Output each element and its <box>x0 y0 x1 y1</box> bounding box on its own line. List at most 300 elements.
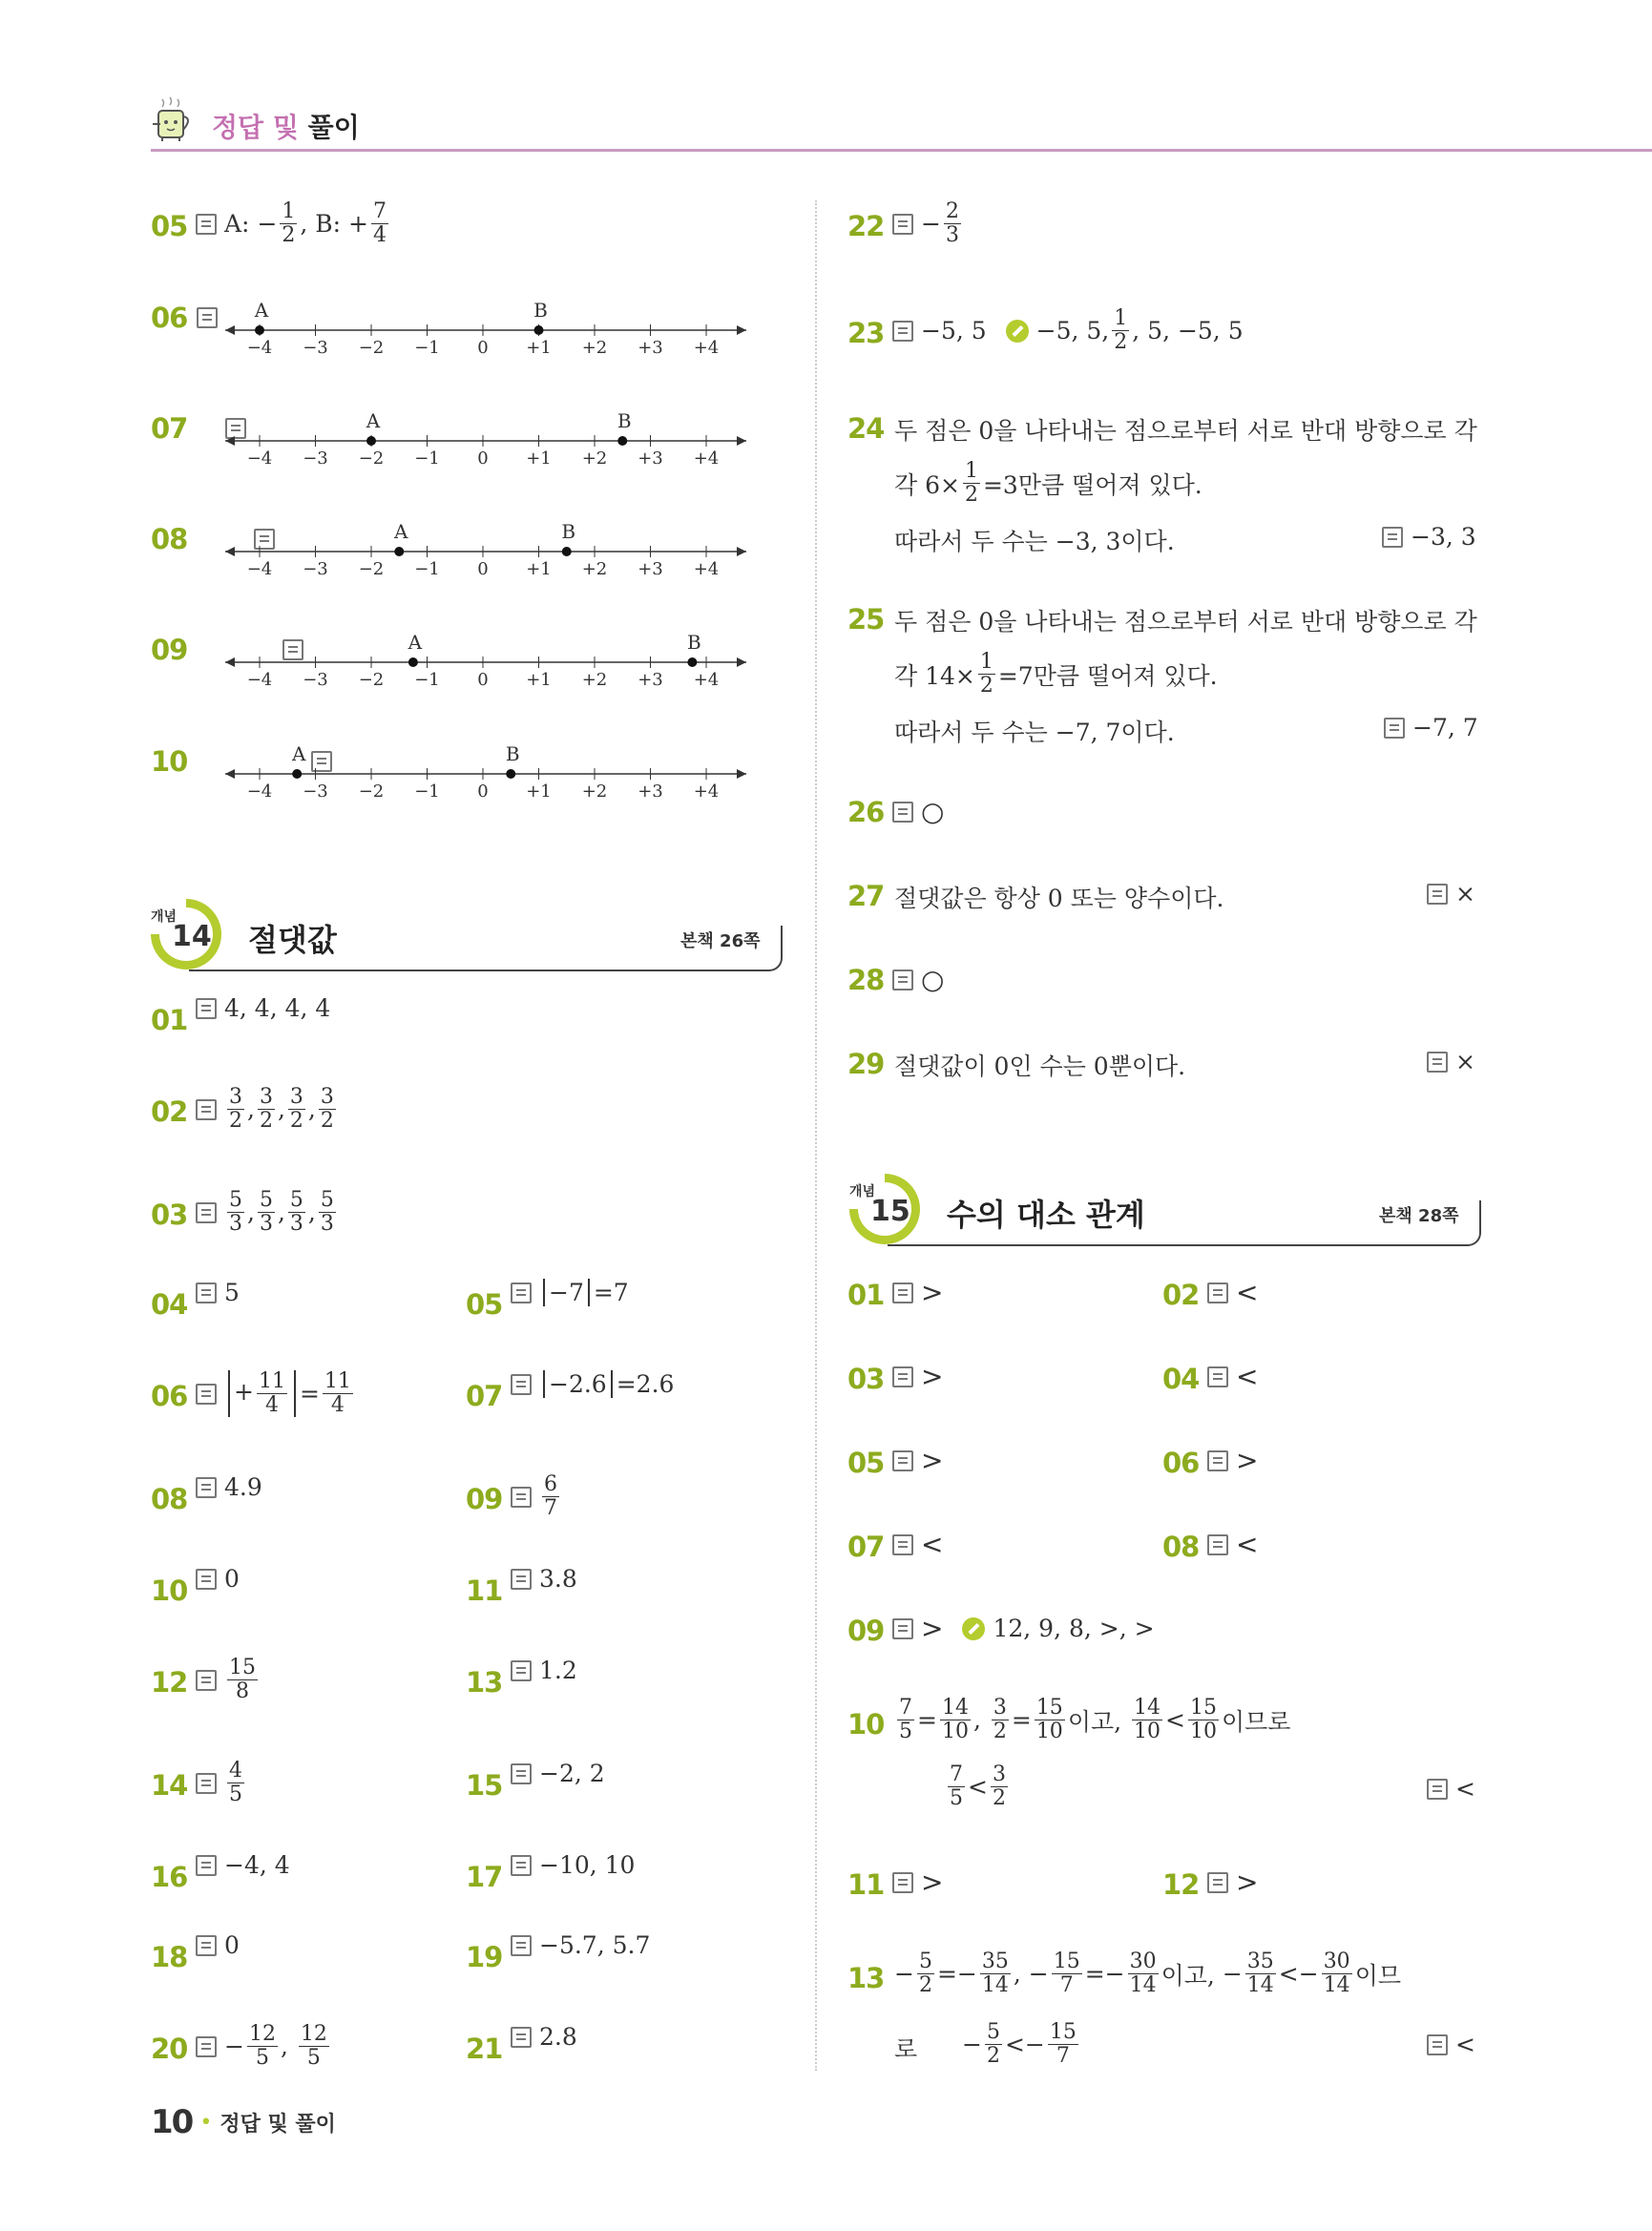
answer-text: −10, 10 <box>539 1851 636 1879</box>
fraction <box>1035 1697 1065 1743</box>
numerator: 3 <box>320 1085 334 1109</box>
tick-label: −3 <box>303 670 328 690</box>
answer-icon <box>197 307 218 328</box>
tick-label: −3 <box>303 782 328 802</box>
solution-line <box>945 1763 1011 1810</box>
numerator: 11 <box>324 1369 351 1393</box>
solution-line: 따라서 두 수는 −7, 7이다. <box>894 719 1175 746</box>
answer-icon <box>1427 1052 1448 1073</box>
answer <box>892 307 1244 354</box>
solution-line: 절댓값은 항상 0 또는 양수이다. <box>894 885 1224 912</box>
fraction <box>1048 2021 1078 2068</box>
answer-icon <box>196 1202 217 1223</box>
denominator: 5 <box>306 2046 321 2071</box>
numerator: 5 <box>289 1188 303 1212</box>
fraction <box>258 1189 275 1236</box>
answer: $\frac{3}{2}$ , $\frac{3}{2}$ , $\frac{3}{2}$ , $\frac{3}{2}$ <box>196 1086 339 1133</box>
concept-label: 개념 <box>151 909 178 925</box>
answer-icon <box>511 1374 532 1395</box>
answer <box>511 1279 629 1306</box>
a-label: A: <box>224 210 250 239</box>
op: = <box>299 1380 320 1408</box>
answer-text: > <box>921 1613 944 1644</box>
numerator: 7 <box>899 1696 912 1720</box>
concept-ref: 본책 26쪽 <box>680 931 761 951</box>
q-number: 09 <box>151 634 188 666</box>
fraction <box>940 1697 971 1743</box>
concept-number: 14 <box>172 920 212 953</box>
answer <box>196 1931 240 1959</box>
answer <box>196 1473 262 1501</box>
answer-icon <box>1427 1779 1448 1800</box>
tick-label: +2 <box>581 670 608 690</box>
answer-text: −5, 5 <box>921 317 987 345</box>
number-line <box>220 730 754 806</box>
fraction <box>1112 307 1129 354</box>
solution-text: =7만큼 떨어져 있다. <box>997 661 1218 690</box>
pencil-icon <box>962 1617 985 1640</box>
op: =− <box>936 1960 977 1989</box>
op: < <box>968 1773 988 1802</box>
q-number: 24 <box>847 412 885 445</box>
answer-icon <box>1427 2034 1448 2055</box>
answer-text: −5.7, 5.7 <box>539 1931 651 1959</box>
numerator: 14 <box>941 1696 969 1720</box>
solution-text: 각 6× <box>894 470 960 499</box>
answer <box>196 1279 240 1306</box>
answer-icon <box>1207 1282 1228 1303</box>
answer <box>892 200 964 247</box>
denominator: 2 <box>259 1109 273 1134</box>
sign: − <box>921 210 941 239</box>
point-a <box>408 657 418 667</box>
answer-text: ○ <box>921 796 945 827</box>
answer: $\frac{5}{3}$ , $\frac{5}{3}$ , $\frac{5}{3}$ , $\frac{5}{3}$ <box>196 1189 339 1236</box>
concept-frame <box>888 1172 1481 1246</box>
answer-icon <box>1207 1872 1228 1893</box>
q-number: 11 <box>466 1574 503 1607</box>
tick-label: +4 <box>693 448 720 469</box>
answer <box>1207 1361 1258 1392</box>
a-sign: − <box>257 210 278 239</box>
answer-icon <box>511 1763 532 1784</box>
concept-14-box <box>151 897 783 973</box>
answer-icon <box>1384 718 1405 739</box>
numerator: 5 <box>320 1188 334 1212</box>
answer-icon <box>196 1282 217 1303</box>
q-number: 26 <box>847 796 885 828</box>
fraction <box>280 200 297 247</box>
header-rule <box>151 149 1652 152</box>
tick-label: +4 <box>693 670 720 690</box>
op: − <box>1222 1960 1243 1989</box>
denominator: 2 <box>229 1109 242 1134</box>
answer <box>1382 523 1476 551</box>
q-number: 08 <box>151 523 188 555</box>
answer-icon <box>196 1670 217 1691</box>
tick-label: −1 <box>414 338 440 358</box>
q-number: 13 <box>466 1666 503 1699</box>
numerator: 6 <box>544 1472 557 1496</box>
fraction <box>319 1189 336 1236</box>
fraction <box>1128 1950 1159 1997</box>
abs-value: −7 <box>543 1279 590 1306</box>
answer-text: × <box>1455 880 1475 907</box>
answer <box>511 1760 605 1787</box>
denominator: 3 <box>289 1212 303 1237</box>
answer-icon <box>892 321 913 342</box>
concept-number: 15 <box>870 1195 910 1228</box>
numerator: 1 <box>979 650 993 674</box>
numerator: 30 <box>1129 1950 1157 1973</box>
point-b <box>687 657 697 667</box>
numerator: 11 <box>258 1369 285 1393</box>
fraction <box>980 1950 1011 1997</box>
numerator: 12 <box>300 2022 327 2046</box>
answer <box>892 1529 943 1560</box>
answer <box>196 200 391 247</box>
tick-label: +4 <box>693 782 720 802</box>
answer-icon <box>511 2027 532 2048</box>
q-number: 23 <box>847 317 885 349</box>
tick-label: +1 <box>526 559 552 579</box>
tick-label: +2 <box>581 782 608 802</box>
point-b <box>534 325 544 335</box>
answer <box>196 1657 261 1703</box>
tick-label: −4 <box>246 670 273 690</box>
comma: , <box>1013 1960 1021 1989</box>
tick-label: +4 <box>693 338 720 358</box>
op: =− <box>1084 1960 1125 1989</box>
answer-text: 3.8 <box>539 1565 577 1593</box>
denominator: 7 <box>544 1496 557 1521</box>
answer <box>196 994 330 1022</box>
q-number: 21 <box>466 2033 503 2065</box>
axis-arrow <box>737 657 746 667</box>
fraction <box>1245 1950 1276 1997</box>
tick-label: 0 <box>477 448 489 469</box>
q-number: 13 <box>847 1962 885 1994</box>
abs-value: −2.6 <box>543 1370 613 1398</box>
answer-text: > <box>921 1866 944 1898</box>
fraction <box>542 1473 559 1520</box>
number-line <box>220 618 754 695</box>
q-number: 20 <box>151 2033 188 2065</box>
numerator: 1 <box>282 199 296 223</box>
answer-icon <box>892 1872 913 1893</box>
answer-icon <box>892 1282 913 1303</box>
number-line <box>220 397 754 473</box>
fraction <box>897 1697 914 1743</box>
q-number: 12 <box>1162 1868 1200 1901</box>
solution-text: 이고, <box>1161 1961 1215 1990</box>
answer-text: < <box>1236 1277 1259 1308</box>
answer-icon <box>1427 884 1448 905</box>
tick-label: −3 <box>303 448 328 469</box>
tick-label: +4 <box>693 559 720 579</box>
q-number: 08 <box>151 1483 188 1515</box>
q-number: 14 <box>151 1769 188 1802</box>
number-line <box>220 508 754 584</box>
answer <box>511 1370 674 1398</box>
answer <box>511 1657 577 1684</box>
numerator: 12 <box>248 2022 276 2046</box>
denominator: 2 <box>964 483 978 508</box>
point-label: A <box>394 520 408 543</box>
fraction <box>917 1950 934 1997</box>
header-title-a: 정답 <box>212 112 264 143</box>
answer-text: −4, 4 <box>224 1851 290 1879</box>
tick-label: +1 <box>526 670 552 690</box>
q-number: 12 <box>151 1666 188 1699</box>
denominator: 2 <box>320 1109 334 1134</box>
q-number: 28 <box>847 964 885 996</box>
denominator: 3 <box>229 1212 242 1237</box>
tick-label: +1 <box>526 782 552 802</box>
answer <box>892 1277 943 1308</box>
tick-label: +2 <box>581 559 608 579</box>
header-title-c: 풀이 <box>307 112 360 143</box>
tick-label: +1 <box>526 448 552 469</box>
numerator: 5 <box>986 2020 1000 2044</box>
fraction <box>1188 1697 1219 1743</box>
denominator: 5 <box>229 1783 242 1807</box>
fraction <box>991 1763 1008 1810</box>
denominator: 2 <box>289 1109 303 1134</box>
q-number: 07 <box>151 412 188 445</box>
fraction <box>371 200 388 247</box>
header-mascot-icon <box>151 95 195 143</box>
tick-label: −2 <box>358 338 385 358</box>
fraction <box>963 460 980 507</box>
solution-line <box>894 1697 1290 1743</box>
numerator: 35 <box>981 1950 1009 1973</box>
op: <− <box>1004 2031 1045 2059</box>
axis-arrow <box>737 325 746 335</box>
q-number: 16 <box>151 1861 188 1893</box>
tick-label: 0 <box>477 559 489 579</box>
tick-label: 0 <box>477 670 489 690</box>
op: − <box>962 2031 982 2059</box>
answer-icon <box>892 970 913 990</box>
q-number: 03 <box>847 1363 885 1395</box>
solution-line <box>894 460 1202 507</box>
answer <box>511 1851 635 1879</box>
numerator: 14 <box>1134 1696 1161 1720</box>
op: <− <box>1278 1960 1319 1989</box>
answer-text: 5 <box>224 1279 240 1306</box>
denominator: 3 <box>320 1212 334 1237</box>
answer <box>511 1565 577 1593</box>
numerator: 5 <box>259 1188 273 1212</box>
point-a <box>366 436 376 446</box>
answer-icon <box>892 1618 913 1639</box>
tick-label: −1 <box>414 782 440 802</box>
sign: − <box>224 2033 244 2061</box>
q-number: 05 <box>466 1288 503 1321</box>
denominator: 4 <box>330 1393 345 1418</box>
tick-label: −4 <box>246 338 273 358</box>
answer-icon <box>1207 1450 1228 1471</box>
page-number: 10 <box>151 2103 193 2141</box>
point-label: A <box>291 742 306 765</box>
numerator: 15 <box>229 1656 256 1679</box>
numerator: 30 <box>1323 1950 1350 1973</box>
solution-text: =3만큼 떨어져 있다. <box>982 470 1202 499</box>
denominator: 14 <box>1129 1973 1157 1998</box>
numerator: 15 <box>1035 1696 1063 1720</box>
answer-icon <box>892 1450 913 1471</box>
numerator: 3 <box>993 1696 1007 1720</box>
answer-text: < <box>1236 1361 1259 1392</box>
concept-ref: 본책 28쪽 <box>1379 1206 1459 1226</box>
answer-text: =2.6 <box>616 1370 675 1398</box>
point-b <box>617 436 627 446</box>
q-number: 25 <box>847 603 885 636</box>
fraction <box>258 1086 275 1133</box>
numerator: 7 <box>950 1762 963 1786</box>
tick-label: −4 <box>246 559 273 579</box>
number-line <box>220 286 754 363</box>
answer-text: < <box>1455 1775 1475 1803</box>
answer-icon <box>511 1569 532 1590</box>
answer-icon <box>511 1855 532 1876</box>
answer <box>892 796 944 827</box>
solution-text: 이므로 <box>1221 1707 1291 1736</box>
answer <box>1207 1866 1258 1898</box>
q-number: 15 <box>466 1769 503 1802</box>
answer-text: −3, 3 <box>1411 523 1476 551</box>
answer-text: × <box>1455 1048 1475 1075</box>
fraction <box>992 1697 1009 1743</box>
answer <box>892 1445 943 1476</box>
answer-text: 4.9 <box>224 1473 262 1501</box>
answer-text: > <box>921 1361 944 1392</box>
axis-arrow <box>225 769 235 779</box>
solution-text: 이고, <box>1067 1707 1122 1736</box>
tick-label: +3 <box>638 670 663 690</box>
solution-line: 절댓값이 0인 수는 0뿐이다. <box>894 1053 1186 1080</box>
q-number: 01 <box>847 1279 885 1311</box>
answer-icon <box>511 1487 532 1508</box>
answer-text: > <box>1236 1866 1259 1898</box>
sign: + <box>234 1378 254 1407</box>
point-label: B <box>561 520 576 543</box>
answer <box>511 2023 577 2051</box>
answer <box>196 1370 356 1417</box>
tick-label: −2 <box>358 670 385 690</box>
footer-title: 정답 및 풀이 <box>220 2112 336 2137</box>
numerator: 15 <box>1189 1696 1217 1720</box>
denominator: 10 <box>1035 1720 1063 1744</box>
fraction <box>319 1086 336 1133</box>
solution-line <box>894 651 1218 698</box>
solution-text: 이므 <box>1354 1961 1401 1990</box>
abs-value <box>228 1370 296 1417</box>
fraction <box>288 1086 305 1133</box>
q-number: 18 <box>151 1941 188 1973</box>
point-label: A <box>408 631 423 654</box>
answer-text: 4, 4, 4, 4 <box>224 994 331 1022</box>
pencil-icon <box>1006 320 1029 343</box>
fraction <box>1322 1950 1352 1997</box>
tick-label: +1 <box>526 338 552 358</box>
fraction <box>985 2021 1002 2068</box>
point-b <box>562 547 572 556</box>
denominator: 2 <box>992 1786 1006 1811</box>
q-number: 29 <box>847 1048 885 1080</box>
answer <box>196 1760 247 1806</box>
axis-arrow <box>225 657 235 667</box>
solution-text: 로 <box>894 2035 918 2063</box>
q-number: 22 <box>847 210 885 242</box>
hint-text: 12, 9, 8, >, > <box>993 1615 1155 1642</box>
answer <box>511 1473 562 1520</box>
answer <box>511 1931 650 1959</box>
answer <box>1207 1445 1258 1476</box>
concept-frame <box>189 897 783 971</box>
concept-label: 개념 <box>849 1184 876 1199</box>
q-number: 08 <box>1162 1531 1200 1563</box>
answer-icon <box>196 998 217 1019</box>
footer-separator: • <box>199 2110 213 2135</box>
q-number: 19 <box>466 1941 503 1973</box>
tick-label: +3 <box>638 782 663 802</box>
axis-arrow <box>225 547 235 556</box>
numerator: 1 <box>964 459 978 483</box>
denominator: 10 <box>1189 1720 1217 1744</box>
fraction <box>948 1763 965 1810</box>
answer-icon <box>511 1282 532 1303</box>
hint-b: , 5, −5, 5 <box>1132 317 1244 345</box>
solution-line: 따라서 두 수는 −3, 3이다. <box>894 528 1175 555</box>
denominator: 5 <box>899 1720 912 1744</box>
q-number: 07 <box>466 1380 503 1412</box>
q-number: 10 <box>151 745 188 778</box>
q-number: 04 <box>151 1288 188 1321</box>
tick-label: +3 <box>638 559 663 579</box>
q-number: 17 <box>466 1861 503 1893</box>
answer-text: > <box>921 1277 944 1308</box>
tick-label: +2 <box>581 448 608 469</box>
denominator: 10 <box>941 1720 969 1744</box>
point-b <box>506 769 515 779</box>
axis-arrow <box>225 436 235 446</box>
denominator: 2 <box>918 1973 932 1998</box>
concept-title: 절댓값 <box>248 922 337 958</box>
answer-text: 0 <box>224 1931 240 1959</box>
tick-label: −2 <box>358 782 385 802</box>
answer-icon <box>196 1099 217 1120</box>
q-number: 07 <box>847 1531 885 1563</box>
denominator: 5 <box>255 2046 269 2071</box>
tick-label: −3 <box>303 559 328 579</box>
denominator: 2 <box>986 2044 1000 2069</box>
q-number: 06 <box>151 302 188 334</box>
solution-line <box>962 2021 1081 2068</box>
op: − <box>1028 1960 1049 1989</box>
q-number: 06 <box>151 1380 188 1412</box>
fraction <box>944 200 961 247</box>
answer-text: 0 <box>224 1565 240 1593</box>
point-label: A <box>254 299 269 322</box>
answer <box>892 1361 943 1392</box>
answer <box>1384 714 1478 741</box>
answer-icon <box>511 1660 532 1681</box>
answer-text: < <box>1455 2031 1475 2058</box>
denominator: 2 <box>1114 330 1128 355</box>
numerator: 15 <box>1049 2020 1077 2044</box>
